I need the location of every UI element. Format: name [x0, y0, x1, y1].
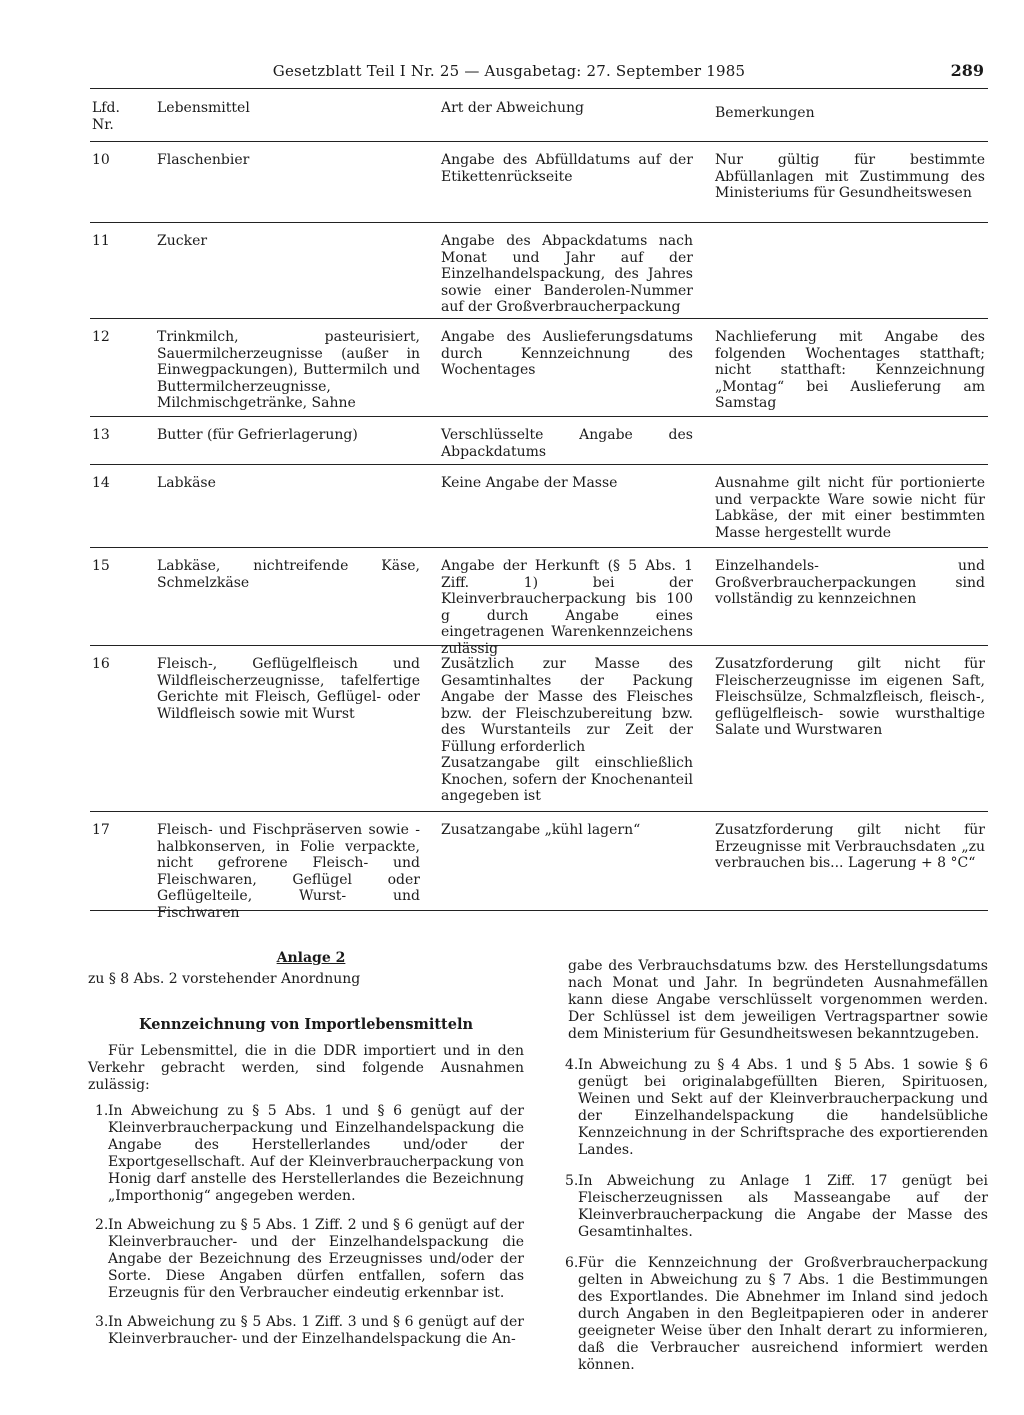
anlage-title: Anlage 2	[276, 950, 346, 966]
anlage-subtitle: zu § 8 Abs. 2 vorstehender Anordnung	[88, 971, 361, 987]
list-item: 2.In Abweichung zu § 5 Abs. 1 Ziff. 2 und § 6 genügt auf der Kleinverbraucher- und der Einzelhandelspackung die Angabe der Bezeichnung des Erzeugnisses und/oder der Sorte. Diese Angaben dürfen entfallen, sofern das Erzeugnis für den Verbraucher eindeutig erkennbar ist.	[95, 1217, 524, 1301]
table-row: 17 Fleisch- und Fischpräserven sowie -halbkonserven, in Folie verpackte, nicht gefrorene Fleisch- und Fleischwaren, Geflügel oder Geflügelteile, Wurst- und Fischwaren Zusatzangabe „kühl lagern“ Zusatzforderung gilt nicht für Erzeugnisse mit Verbrauchsdaten „zu verbrauchen bis... Lagerung + 8 °C“	[90, 812, 988, 911]
table-row: 12 Trinkmilch, pasteurisiert, Sauermilcherzeugnisse (außer in Einwegpackungen), Buttermilch und Buttermilcherzeugnisse, Milchmischgetränke, Sahne Angabe des Auslieferungsdatums durch Kennzeichnung des Wochentages Nachlieferung mit Angabe des folgenden Wochentages statthaft; nicht statthaft: Kennzeichnung „Montag“ bei Auslieferung am Samstag	[90, 319, 988, 417]
list-item: 6.Für die Kennzeichnung der Großverbraucherpackung gelten in Abweichung zu § 7 Abs. 1 die Bestimmungen des Exportlandes. Die Abnehmer im Inland sind jedoch durch Angaben in den Begleitpapieren oder in anderer geeigneter Weise über den Inhalt derart zu informieren, daß die Verbraucher ausreichend informiert werden können.	[565, 1255, 988, 1373]
header-food: Lebensmittel	[157, 100, 250, 116]
list-item: 4.In Abweichung zu § 4 Abs. 1 und § 5 Abs. 1 sowie § 6 genügt bei originalabgefüllten Bieren, Spirituosen, Weinen und Sekt auf der Kleinverbraucherpackung und der Einzelhandelspackung die handelsübliche Kennzeichnung in der Schriftsprache des exportierenden Landes.	[565, 1057, 988, 1158]
table-row: 15 Labkäse, nichtreifende Käse, Schmelzkäse Angabe der Herkunft (§ 5 Abs. 1 Ziff. 1) bei der Kleinverbraucherpackung bis 100 g durch Angabe eines eingetragenen Warenkennzeichens zulässig Einzelhandels- und Großverbraucherpackungen sind vollständig zu kennzeichnen	[90, 548, 988, 646]
list-item-continuation: gabe des Verbrauchsdatums bzw. des Herstellungsdatums nach Monat und Jahr. In begründeten Ausnahmefällen kann diese Angabe verschlüsselt vorgenommen werden. Der Schlüssel ist dem jeweiligen Vertragspartner sowie dem Ministerium für Gesundheitswesen bekanntzugeben.	[568, 958, 988, 1042]
anlage-left-column	[88, 950, 524, 1348]
anlage-right-column	[558, 958, 988, 1374]
page-number: 289	[950, 61, 984, 80]
list-item: 5.In Abweichung zu Anlage 1 Ziff. 17 genügt bei Fleischerzeugnissen als Masseangabe auf der Kleinverbraucherpackung die Angabe der Masse des Gesamtinhaltes.	[565, 1173, 988, 1240]
header-nr: Lfd. Nr.	[92, 100, 120, 133]
page-header	[90, 58, 988, 89]
list-item: 1.In Abweichung zu § 5 Abs. 1 und § 6 genügt auf der Kleinverbraucherpackung und Einzelhandelspackung die Angabe des Herstellerlandes und/oder der Exportgesellschaft. Auf der Kleinverbraucherpackung von Honig darf anstelle des Herstellerlandes die Bezeichnung „Importhonig“ angegeben werden.	[95, 1103, 524, 1204]
header-deviation: Art der Abweichung	[441, 100, 584, 116]
header-remarks: Bemerkungen	[715, 105, 815, 121]
table-row: 10 Flaschenbier Angabe des Abfülldatums auf der Etikettenrückseite Nur gültig für bestimmte Abfüllanlagen mit Zustimmung des Ministeriums für Gesundheitswesen	[90, 142, 988, 223]
table-row: 13 Butter (für Gefrierlagerung) Verschlüsselte Angabe des Abpackdatums	[90, 417, 988, 465]
gazette-title: Gesetzblatt Teil I Nr. 25 — Ausgabetag: 27. September 1985	[272, 62, 746, 80]
table-row: 11 Zucker Angabe des Abpackdatums nach Monat und Jahr auf der Einzelhandelspackung, des Jahres sowie einer Banderolen-Nummer auf der Großverbraucherpackung	[90, 223, 988, 319]
intro-paragraph: Für Lebensmittel, die in die DDR importiert und in den Verkehr gebracht werden, sind folgende Ausnahmen zulässig:	[88, 1043, 524, 1093]
section-heading: Kennzeichnung von Importlebensmitteln	[138, 1016, 474, 1033]
table-header	[90, 96, 988, 142]
table-row: 14 Labkäse Keine Angabe der Masse Ausnahme gilt nicht für portionierte und verpackte Ware sowie nicht für Labkäse, der mit einer bestimmten Masse hergestellt wurde	[90, 465, 988, 548]
list-item: 3.In Abweichung zu § 5 Abs. 1 Ziff. 3 und § 6 genügt auf der Kleinverbraucher- und der Einzelhandelspackung die An-	[95, 1314, 524, 1347]
table-row: 16 Fleisch-, Geflügelfleisch und Wildfleischerzeugnisse, tafelfertige Gerichte mit Fleisch, Geflügel- oder Wildfleisch sowie mit Wurst Zusätzlich zur Masse des Gesamtinhaltes der Packung Angabe der Masse des Fleisches bzw. der Fleischzubereitung bzw. des Wurstanteils zur Zeit der Füllung erforderlich Zusatzangabe gilt einschließlich Knochen, sofern der Knochenanteil angegeben ist Zusatzforderung gilt nicht für Fleischerzeugnisse im eigenen Saft, Fleischsülze, Schmalzfleisch, fleisch-, geflügelfleisch- sowie wursthaltige Salate und Wurstwaren	[90, 646, 988, 812]
deviation-table	[90, 96, 988, 921]
